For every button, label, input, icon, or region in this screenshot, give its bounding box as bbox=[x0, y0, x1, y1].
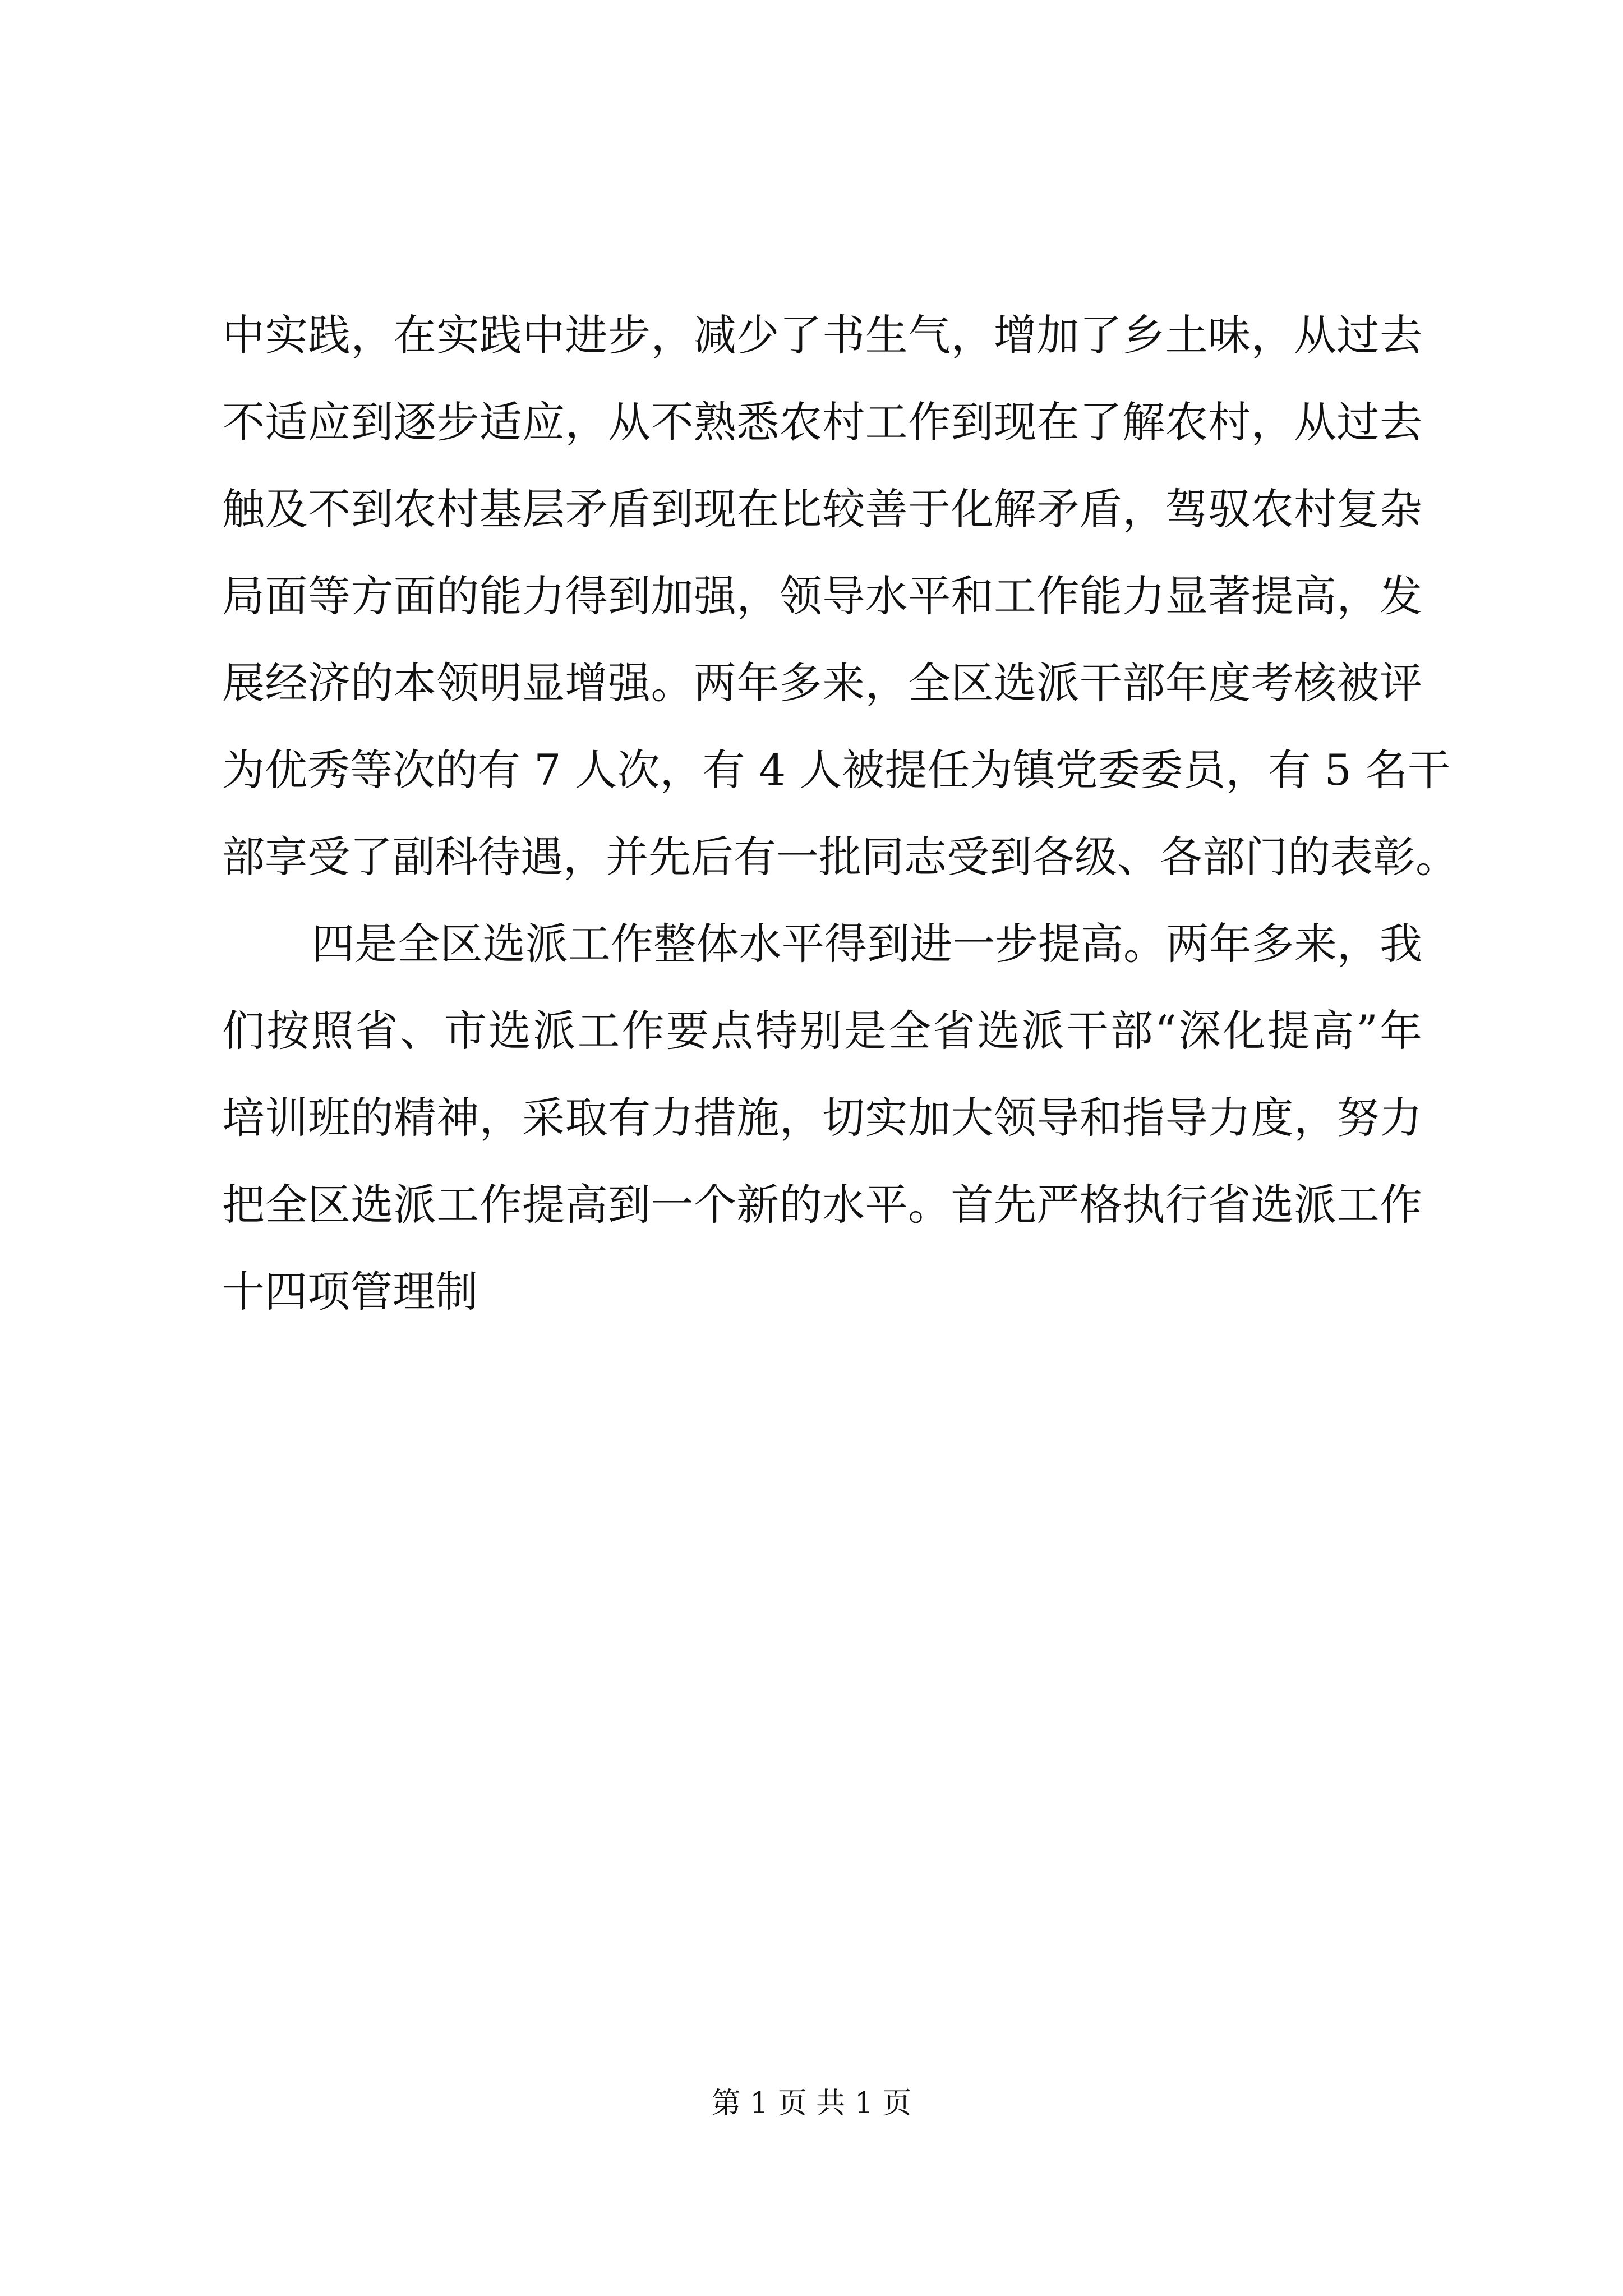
text-line: 展经济的本领明显增强。两年多来，全区选派干部年度考核被评 bbox=[222, 658, 1422, 708]
text-line: 为优秀等次的有 7 人次，有 4 人被提任为镇党委委员，有 5 名干 bbox=[222, 745, 1451, 795]
text-line: 培训班的精神，采取有力措施，切实加大领导和指导力度，努力 bbox=[222, 1093, 1422, 1143]
text-line: 们按照省、市选派工作要点特别是全省选派干部“深化提高”年 bbox=[222, 1006, 1422, 1056]
paragraph-first-line: 四是全区选派工作整体水平得到进一步提高。两年多来，我 bbox=[312, 919, 1422, 969]
text-line: 中实践，在实践中进步，减少了书生气，增加了乡土味，从过去 bbox=[222, 310, 1422, 360]
text-line: 把全区选派工作提高到一个新的水平。首先严格执行省选派工作 bbox=[222, 1180, 1422, 1230]
document-body bbox=[222, 292, 1458, 1335]
text-line: 局面等方面的能力得到加强，领导水平和工作能力显著提高，发 bbox=[222, 571, 1422, 621]
text-line: 触及不到农村基层矛盾到现在比较善于化解矛盾，驾驭农村复杂 bbox=[222, 484, 1422, 534]
text-line: 部享受了副科待遇，并先后有一批同志受到各级、各部门的表彰。 bbox=[222, 832, 1458, 882]
page-footer: 第 1 页 共 1 页 bbox=[711, 2087, 912, 2120]
text-line: 不适应到逐步适应，从不熟悉农村工作到现在了解农村，从过去 bbox=[222, 397, 1422, 447]
text-line-last: 十四项管理制 bbox=[222, 1267, 478, 1317]
